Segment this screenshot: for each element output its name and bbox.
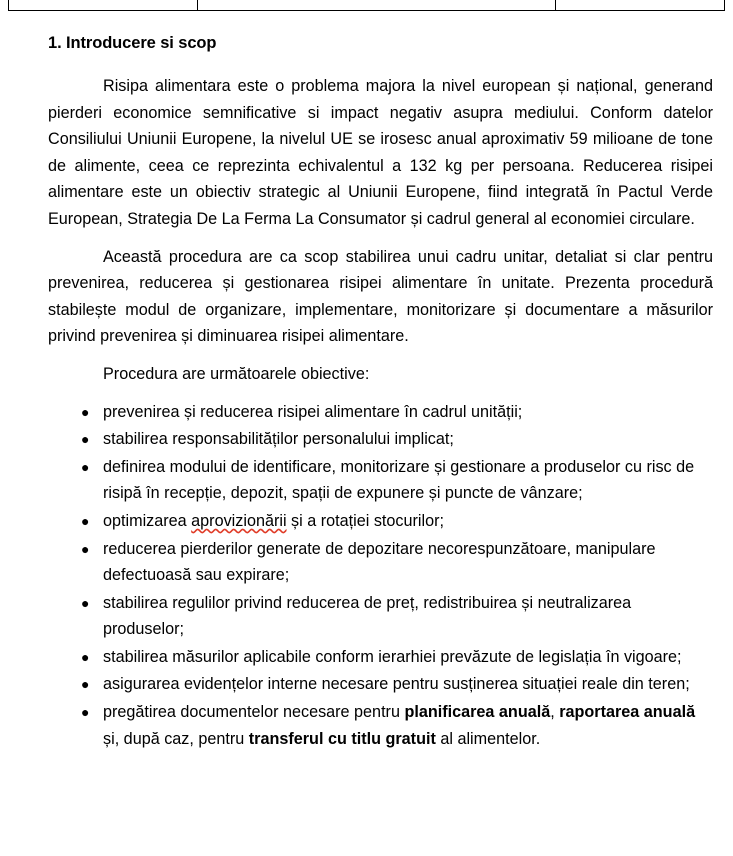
bullet-icon: ● — [81, 512, 90, 529]
document-body — [48, 73, 713, 753]
objective-list-item — [48, 590, 713, 643]
table-cell-divider-middle-1 — [197, 0, 198, 10]
emphasis-bold-text: transferul cu titlu gratuit — [248, 729, 436, 748]
objective-text — [103, 399, 703, 426]
section-heading: 1. Introducere si scop — [48, 34, 217, 52]
plain-text-run: stabilirea măsurilor aplicabile conform ierarhiei prevăzute de legislația în vigoare; — [103, 647, 682, 666]
plain-text-run: , — [550, 703, 560, 722]
plain-text-run: stabilirea regulilor privind reducerea de preț, redistribuirea și neutralizarea produselor; — [103, 593, 632, 639]
objective-text — [103, 590, 703, 643]
plain-text-run: definirea modului de identificare, monitorizare și gestionare a produselor cu risc de risipă în recepție, depozit, spații de expunere și puncte de vânzare; — [103, 457, 695, 503]
list-lead-in: Procedura are următoarele obiective: — [103, 364, 370, 383]
table-fragment-top — [8, 0, 725, 11]
objective-list-item — [48, 426, 713, 453]
emphasis-bold-text: raportarea anuală — [559, 703, 696, 722]
objective-text — [103, 644, 703, 671]
objective-list-item — [48, 699, 713, 752]
objective-list-item — [48, 644, 713, 671]
table-cell-divider-middle-2 — [555, 0, 556, 10]
objective-text — [103, 699, 703, 752]
objective-text — [103, 508, 703, 535]
plain-text-run: stabilirea responsabilităților personalului implicat; — [103, 430, 454, 449]
plain-text-run: al alimentelor. — [435, 729, 541, 748]
bullet-icon: ● — [81, 676, 90, 693]
emphasis-bold-text: planificarea anuală — [404, 703, 551, 722]
objective-text — [103, 536, 703, 589]
bullet-icon: ● — [81, 540, 90, 557]
objective-text — [103, 454, 703, 507]
objectives-list — [48, 399, 713, 753]
plain-text-run: asigurarea evidențelor interne necesare pentru susținerea situației reale din teren; — [103, 675, 690, 694]
table-cell-divider-right — [724, 0, 725, 10]
objective-list-item — [48, 399, 713, 426]
bullet-icon: ● — [81, 704, 90, 721]
objective-text — [103, 671, 703, 698]
objective-list-item — [48, 536, 713, 589]
objective-list-item — [48, 671, 713, 698]
bullet-icon: ● — [81, 648, 90, 665]
objective-list-item — [48, 454, 713, 507]
plain-text-run: pregătirea documentelor necesare pentru — [103, 703, 405, 722]
plain-text-run: prevenirea și reducerea risipei alimentare în cadrul unității; — [103, 402, 523, 421]
plain-text-run: optimizarea — [103, 511, 192, 530]
table-cell-divider-left — [8, 0, 9, 10]
plain-text-run: și a rotației stocurilor; — [286, 511, 444, 530]
paragraph-1: Risipa alimentara este o problema majora la nivel european și național, generand pierderi economice semnificative si impact negativ asupra mediului. Conform datelor Consiliului Uniunii Europene, la nivelul UE se irosesc anual aproximativ 59 milioane de tone de alimente, ceea ce reprezinta echivalentul a 132 kg per persoana. Reducerea risipei alimentare este un obiectiv strategic al Uniunii Europene, fiind integrată în Pactul Verde European, Strategia De La Ferma La Consumator și cadrul general al economiei circulare. — [48, 77, 713, 228]
plain-text-run: și, după caz, pentru — [103, 729, 249, 748]
objective-text — [103, 426, 703, 453]
bullet-icon: ● — [81, 403, 90, 420]
plain-text-run: reducerea pierderilor generate de depozitare necorespunzătoare, manipulare defectuoasă sau expirare; — [103, 539, 656, 585]
spellcheck-flagged-word: aprovizionării — [191, 511, 287, 530]
objective-list-item — [48, 508, 713, 535]
bullet-icon: ● — [81, 594, 90, 611]
bullet-icon: ● — [81, 431, 90, 448]
paragraph-2: Această procedura are ca scop stabilirea unui cadru unitar, detaliat si clar pentru prevenirea, reducerea și gestionarea risipei alimentare în unitate. Prezenta procedură stabilește modul de organizare, implementare, monitorizare și documentare a măsurilor privind prevenirea și diminuarea risipei alimentare. — [48, 247, 713, 346]
bullet-icon: ● — [81, 458, 90, 475]
